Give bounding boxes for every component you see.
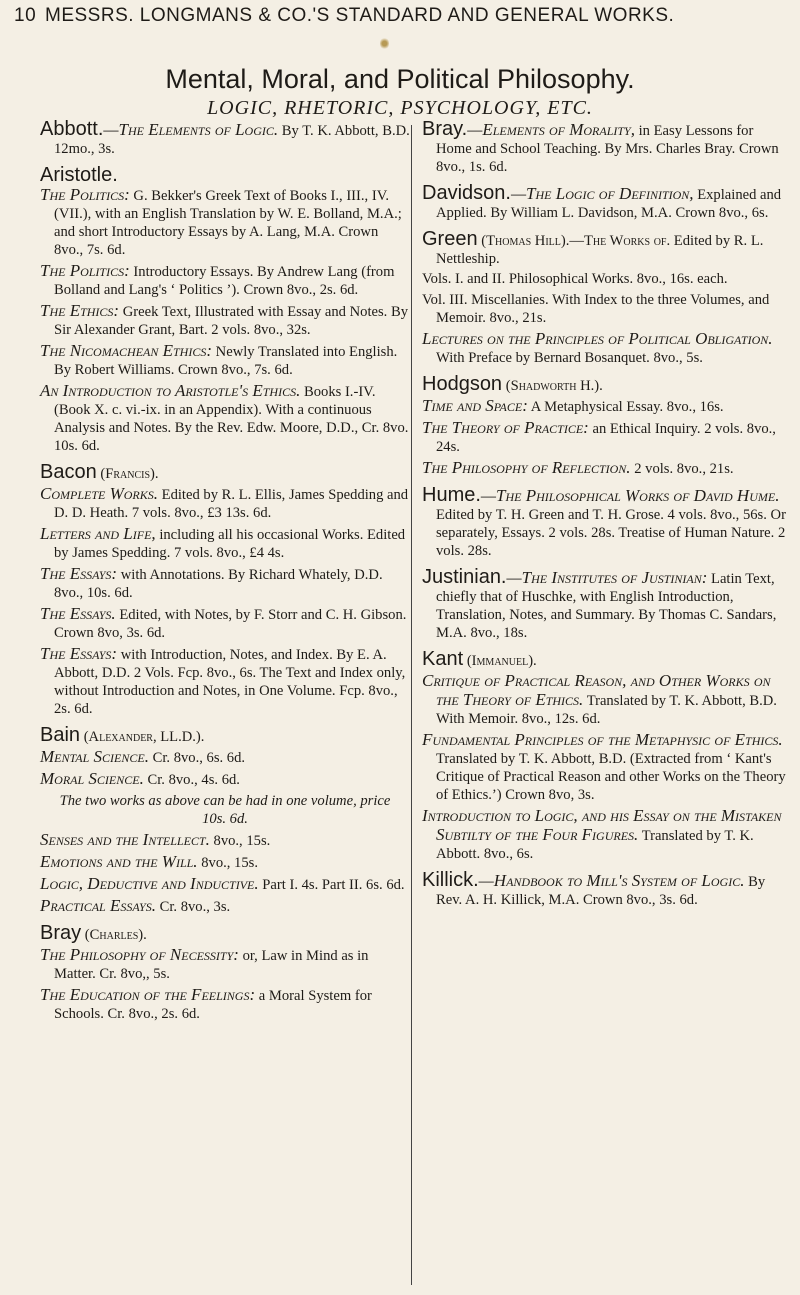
work-title: The Politics: xyxy=(40,261,130,280)
work-item xyxy=(40,382,410,455)
work-item xyxy=(40,748,410,767)
entry-bacon xyxy=(40,463,410,718)
work-details: in Easy Lessons for Home and School Teaching. By Mrs. Charles Bray. Crown 8vo., 1s. 6d. xyxy=(436,123,779,175)
work-details: Cr. 8vo., 4s. 6d. xyxy=(147,772,240,788)
work-details: Translated by T. K. Abbott, B.D. With Memoir. 8vo., 12s. 6d. xyxy=(436,693,777,727)
work-details: Translated by T. K. Abbott. 8vo., 6s. xyxy=(436,828,754,862)
work-item xyxy=(40,525,410,562)
author-detail: (Alexander, LL.D.). xyxy=(83,729,205,745)
author-name: Bacon xyxy=(40,461,97,483)
work-title: The Essays. xyxy=(40,604,116,623)
work-item xyxy=(40,946,410,983)
entry-hodgson xyxy=(422,375,792,478)
work-details: 2 vols. 8vo., 21s. xyxy=(634,461,734,477)
work-title: —The Elements of Logic. xyxy=(103,120,279,139)
work-item xyxy=(40,831,410,850)
work-title: The Nicomachean Ethics: xyxy=(40,341,213,360)
author-detail: (Charles). xyxy=(84,927,147,943)
work-details: a Moral System for Schools. Cr. 8vo., 2s. 6d. xyxy=(54,988,372,1022)
running-header xyxy=(0,2,800,30)
work-title: The Ethics: xyxy=(40,301,120,320)
work-title: An Introduction to Aristotle's Ethics. xyxy=(40,381,301,400)
work-details: Books I.-IV. (Book X. c. vi.-ix. in an Appendix). With a continuous Analysis and Notes. By the Rev. Edw. Moore, D.D., Cr. 8vo. 10s. 6d. xyxy=(54,384,409,454)
work-title: —The Logic of Definition, xyxy=(510,184,694,203)
work-details: 8vo., 15s. xyxy=(201,855,258,871)
volume-note: Vol. III. Miscellanies. With Index to the three Volumes, and Memoir. 8vo., 21s. xyxy=(422,292,770,326)
work-details: Introductory Essays. By Andrew Lang (from Bolland and Lang's ‘ Politics ’). Crown 8vo., 2s. 6d. xyxy=(54,264,395,298)
work-details: an Ethical Inquiry. 2 vols. 8vo., 24s. xyxy=(436,421,776,455)
entry-bain xyxy=(40,726,410,916)
work-title: —The Institutes of Justinian: xyxy=(506,568,708,587)
work-title: Fundamental Principles of the Metaphysic of Ethics. xyxy=(422,730,783,749)
left-column xyxy=(40,120,410,1031)
work-details: Edited, with Notes, by F. Storr and C. H. Gibson. Crown 8vo, 3s. 6d. xyxy=(54,607,407,641)
author-name: Hume. xyxy=(422,484,481,506)
author-name: Aristotle. xyxy=(40,164,118,186)
work-title: The Essays: xyxy=(40,564,118,583)
entry-davidson xyxy=(422,184,792,222)
entry-killick xyxy=(422,871,792,909)
work-item xyxy=(40,342,410,379)
column-divider xyxy=(411,125,412,1285)
author-name: Killick. xyxy=(422,869,479,891)
entry-bray-charles xyxy=(40,924,410,1023)
work-title: The Education of the Feelings: xyxy=(40,985,256,1004)
work-title: Moral Science. xyxy=(40,769,144,788)
author-name: Kant xyxy=(422,648,464,670)
author-name: Abbott. xyxy=(40,118,104,140)
work-item xyxy=(40,897,410,916)
volume-note: Vols. I. and II. Philosophical Works. 8vo., 16s. each. xyxy=(422,271,728,287)
author-name: Davidson. xyxy=(422,182,511,204)
work-item xyxy=(422,459,792,478)
work-details: Edited by T. H. Green and T. H. Grose. 4 vols. 8vo., 56s. Or separately, Essays. 2 vols. 28s. Treatise of Human Nature. 2 vols. 28s. xyxy=(436,507,786,559)
work-details: Cr. 8vo., 6s. 6d. xyxy=(152,750,246,766)
work-title: The Essays: xyxy=(40,644,118,663)
work-item xyxy=(40,565,410,602)
work-title: Practical Essays. xyxy=(40,896,156,915)
work-item xyxy=(422,330,792,367)
work-details: with Introduction, Notes, and Index. By E. A. Abbott, D.D. 2 Vols. Fcp. 8vo., 6s. The Text and Index only, without Introduction and Notes, in One Volume. Fcp. 8vo., 2s. 6d. xyxy=(54,647,406,717)
author-name: Bray xyxy=(40,922,82,944)
work-details: By Rev. A. H. Killick, M.A. Crown 8vo., 3s. 6d. xyxy=(436,874,766,908)
work-details: or, Law in Mind as in Matter. Cr. 8vo,, 5s. xyxy=(54,948,369,982)
work-item xyxy=(422,807,792,863)
work-item xyxy=(40,875,410,894)
author-name: Bray. xyxy=(422,118,468,140)
work-item xyxy=(40,262,410,299)
work-details: Newly Translated into English. By Robert Williams. Crown 8vo., 7s. 6d. xyxy=(54,344,398,378)
work-details: Edited by R. L. Nettleship. xyxy=(436,233,764,267)
author-name: Justinian. xyxy=(422,566,507,588)
work-details: Translated by T. K. Abbott, B.D. (Extracted from ‘ Kant's Critique of Practical Reason and other Works on the Theory of Ethics.’) Crown 8vo, 3s. xyxy=(436,751,786,803)
entry-bray-mrs xyxy=(422,120,792,176)
work-details: Explained and Applied. By William L. Davidson, M.A. Crown 8vo., 6s. xyxy=(436,187,782,221)
work-title: Letters and Life, xyxy=(40,524,156,543)
work-details: including all his occasional Works. Edited by James Spedding. 7 vols. 8vo., £4 4s. xyxy=(54,527,406,561)
work-item xyxy=(40,605,410,642)
entry-kant xyxy=(422,650,792,863)
work-title: —Elements of Morality, xyxy=(467,120,635,139)
work-item xyxy=(40,770,410,789)
work-title: Introduction to Logic, and his Essay on the Mistaken Subtilty of the Four Figures. xyxy=(422,806,782,844)
work-details: 8vo., 15s. xyxy=(213,833,271,849)
work-item xyxy=(422,397,792,416)
work-details: Edited by R. L. Ellis, James Spedding and D. D. Heath. 7 vols. 8vo., £3 13s. 6d. xyxy=(54,487,409,521)
work-details: With Preface by Bernard Bosanquet. 8vo., 5s. xyxy=(436,350,703,366)
author-name: Hodgson xyxy=(422,373,503,395)
author-detail: (Thomas Hill).—The Works of. xyxy=(481,233,671,249)
work-details: Latin Text, chiefly that of Huschke, with English Introduction, Translation, Notes, and Summary. By Thomas C. Sandars, M.A. 8vo., 18s. xyxy=(436,571,777,641)
entry-hume xyxy=(422,486,792,560)
author-name: Green xyxy=(422,228,478,250)
work-title: Senses and the Intellect. xyxy=(40,830,210,849)
work-item xyxy=(40,485,410,522)
page-number: 10 xyxy=(14,5,37,26)
section-subtitle: LOGIC, RHETORIC, PSYCHOLOGY, ETC. xyxy=(207,97,593,119)
work-details: with Annotations. By Richard Whately, D.D. 8vo., 10s. 6d. xyxy=(54,567,383,601)
bain-note: The two works as above can be had in one volume, price 10s. 6d. xyxy=(59,793,391,827)
work-title: Lectures on the Principles of Political Obligation. xyxy=(422,329,773,348)
work-title: The Politics: xyxy=(40,185,130,204)
author-detail: (Francis). xyxy=(100,466,159,482)
entry-justinian xyxy=(422,568,792,642)
author-detail: (Immanuel). xyxy=(466,653,537,669)
author-name: Bain xyxy=(40,724,81,746)
work-title: Logic, Deductive and Inductive. xyxy=(40,874,259,893)
work-item xyxy=(422,731,792,804)
work-item xyxy=(422,419,792,456)
work-title: Mental Science. xyxy=(40,747,149,766)
work-title: Emotions and the Will. xyxy=(40,852,198,871)
work-title: The Philosophy of Necessity: xyxy=(40,945,239,964)
work-item xyxy=(40,645,410,718)
ink-mark xyxy=(380,37,389,50)
work-title: Complete Works. xyxy=(40,484,158,503)
work-title: The Theory of Practice: xyxy=(422,418,589,437)
entry-aristotle xyxy=(40,166,410,455)
work-details: Cr. 8vo., 3s. xyxy=(159,899,231,915)
work-item xyxy=(40,986,410,1023)
work-details: A Metaphysical Essay. 8vo., 16s. xyxy=(530,399,724,415)
entry-abbott xyxy=(40,120,410,158)
work-title: —The Philosophical Works of David Hume. xyxy=(480,486,780,505)
work-details: Part I. 4s. Part II. 6s. 6d. xyxy=(262,877,405,893)
entry-green xyxy=(422,230,792,367)
right-column xyxy=(422,120,792,917)
work-item xyxy=(40,853,410,872)
author-detail: (Shadworth H.). xyxy=(505,378,603,394)
work-title: —Handbook to Mill's System of Logic. xyxy=(478,871,745,890)
work-item xyxy=(40,302,410,339)
work-title: Critique of Practical Reason, and Other Works on the Theory of Ethics. xyxy=(422,671,771,709)
work-details: G. Bekker's Greek Text of Books I., III., IV. (VII.), with an English Translation by W. E. Bolland, M.A.; and short Introductory Essays by A. Lang, M.A. Crown 8vo., 7s. 6d. xyxy=(54,188,402,258)
work-title: The Philosophy of Reflection. xyxy=(422,458,631,477)
work-details: Greek Text, Illustrated with Essay and Notes. By Sir Alexander Grant, Bart. 2 vols. 8vo., 32s. xyxy=(54,304,409,338)
work-item xyxy=(40,186,410,259)
work-details: By T. K. Abbott, B.D. 12mo., 3s. xyxy=(54,123,410,157)
work-item xyxy=(422,672,792,728)
running-title: MESSRS. LONGMANS & CO.'S STANDARD AND GENERAL WORKS. xyxy=(45,5,675,26)
work-title: Time and Space: xyxy=(422,396,528,415)
section-title: Mental, Moral, and Political Philosophy. xyxy=(165,64,635,94)
